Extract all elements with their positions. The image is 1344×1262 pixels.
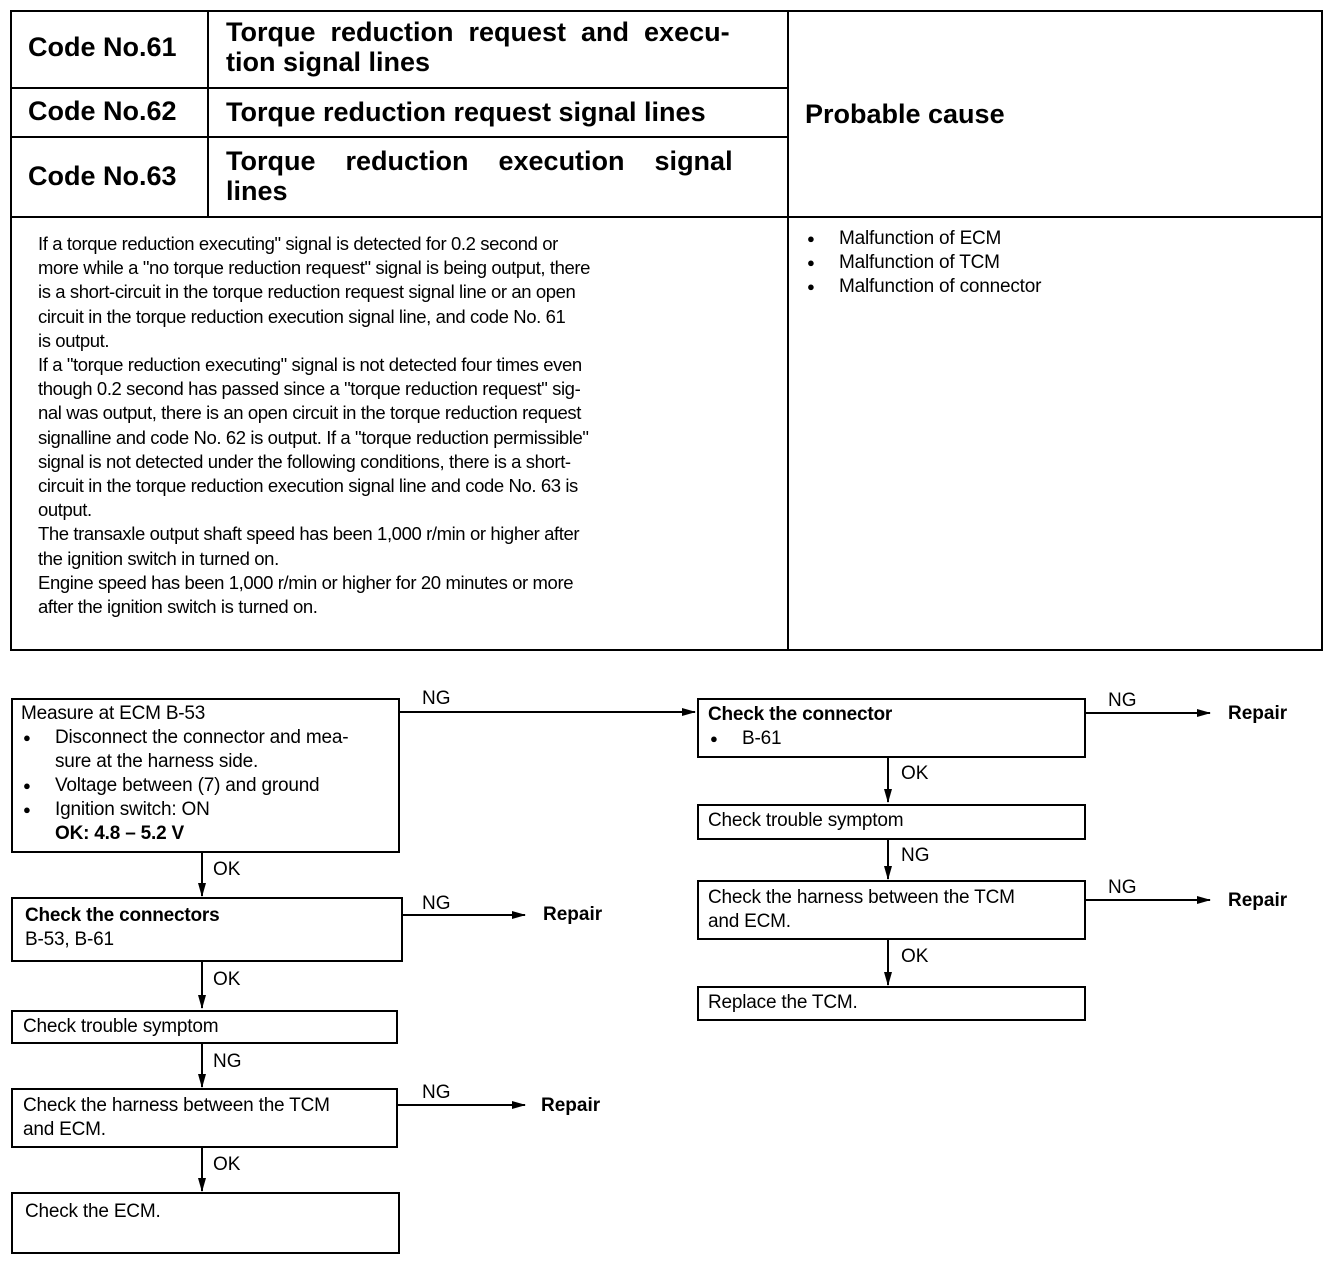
check-connectors-sub: B-53, B-61	[25, 929, 114, 950]
repair-label: Repair	[543, 904, 603, 925]
check-harness-line1: Check the harness between the TCM	[708, 887, 1015, 908]
measure-bullet: ● Disconnect the connector and mea-	[21, 726, 390, 750]
repair-label: Repair	[1228, 703, 1288, 724]
check-harness-box-left	[11, 1088, 398, 1148]
measure-bullet-cont: sure at the harness side.	[55, 751, 259, 772]
ng-label: NG	[213, 1051, 242, 1072]
description-text: If a torque reduction executing" signal is detected for 0.2 second or more while a "no torque reduction request" signal is being output, there is a short-circuit in the torque reduction request signal line or an open circuit in the torque reduction execution signal line, and code No. 61 is output. If a "torque reduction executing" signal is not detected four times even though 0.2 second has passed since a "torque reduction request" sig- nal was output, there is an open circuit in the torque reduction request signalline and code No. 62 is output. If a "torque reduction permissible" signal is not detected under the following conditions, there is a short- circuit in the torque reduction execution signal line and code No. 63 is output. The transaxle output shaft speed has been 1,000 r/min or higher after the ignition switch in turned on. Engine speed has been 1,000 r/min or higher for 20 minutes or more after the ignition switch is turned on.	[38, 233, 591, 618]
check-symptom-text: Check trouble symptom	[708, 810, 904, 831]
check-symptom-box-left	[11, 1010, 398, 1044]
check-connector-bullet: ● B-61	[708, 727, 1075, 751]
code-63-desc-line1: Torque reduction execution signal	[226, 146, 733, 176]
code-63-desc-line2: lines	[226, 176, 288, 206]
check-harness-line2: and ECM.	[23, 1119, 106, 1140]
ng-label: NG	[422, 688, 451, 709]
replace-tcm-box	[697, 986, 1086, 1021]
ok-label: OK	[213, 1154, 241, 1175]
check-connectors-title: Check the connectors	[25, 905, 220, 926]
code-62-label: Code No.62	[28, 96, 177, 126]
ok-label: OK	[213, 859, 241, 880]
check-symptom-box-right	[697, 804, 1086, 840]
cause-item: ● Malfunction of TCM	[805, 251, 1305, 275]
code-63-label: Code No.63	[28, 161, 177, 191]
measure-ok-value: OK: 4.8 – 5.2 V	[55, 823, 185, 844]
ng-label: NG	[1108, 877, 1137, 898]
cause-item: ● Malfunction of ECM	[805, 227, 1305, 251]
measure-title: Measure at ECM B-53	[21, 703, 206, 724]
check-harness-box-right	[697, 880, 1086, 940]
ok-label: OK	[213, 969, 241, 990]
ng-label: NG	[901, 845, 930, 866]
repair-label: Repair	[541, 1095, 601, 1116]
probable-cause-title: Probable cause	[805, 99, 1005, 129]
measure-bullet: ● Voltage between (7) and ground	[21, 774, 390, 798]
check-symptom-text: Check trouble symptom	[23, 1016, 219, 1037]
ng-label: NG	[422, 1082, 451, 1103]
measure-bullet: ● Ignition switch: ON	[21, 798, 390, 822]
cause-item: ● Malfunction of connector	[805, 275, 1305, 299]
ok-label: OK	[901, 763, 929, 784]
check-connector-title: Check the connector	[708, 704, 893, 725]
code-62-desc: Torque reduction request signal lines	[226, 97, 706, 127]
check-ecm-box	[11, 1192, 400, 1254]
ng-label: NG	[1108, 690, 1137, 711]
check-harness-line2: and ECM.	[708, 911, 791, 932]
code-61-label: Code No.61	[28, 32, 177, 62]
repair-label: Repair	[1228, 890, 1288, 911]
check-connector-box	[697, 698, 1086, 758]
check-connectors-box	[11, 897, 403, 962]
check-harness-line1: Check the harness between the TCM	[23, 1095, 330, 1116]
ok-label: OK	[901, 946, 929, 967]
code-61-desc-line2: tion signal lines	[226, 47, 431, 77]
replace-tcm-text: Replace the TCM.	[708, 992, 858, 1013]
measure-ecm-box	[11, 698, 400, 853]
code-61-desc-line1: Torque reduction request and execu-	[226, 17, 730, 47]
ng-label: NG	[422, 893, 451, 914]
check-ecm-text: Check the ECM.	[25, 1201, 161, 1222]
